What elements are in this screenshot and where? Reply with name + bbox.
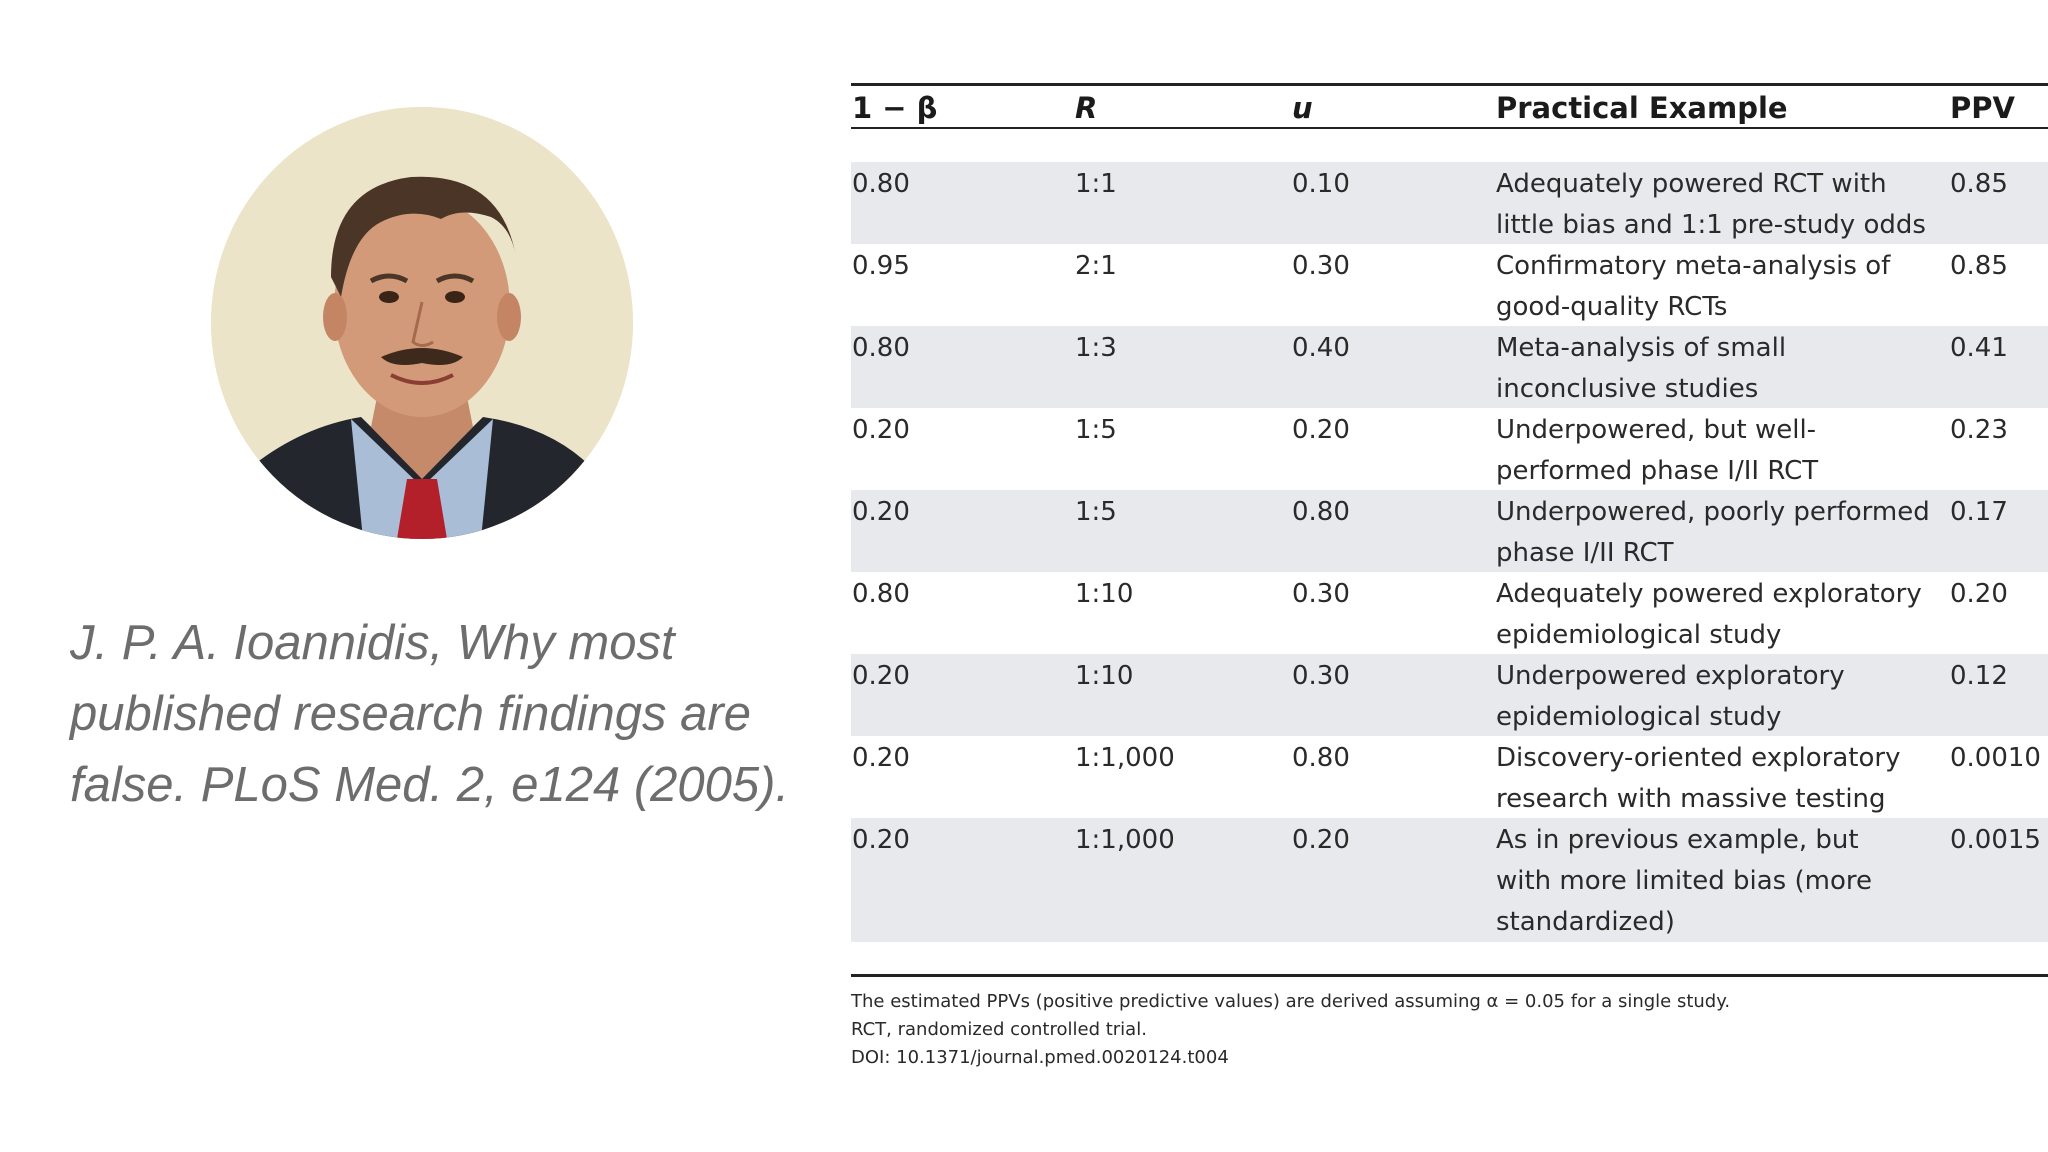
table-row: [851, 572, 2048, 654]
footnote-doi: DOI: 10.1371/journal.pmed.0020124.t004: [851, 1047, 1229, 1068]
cell-r: 1:1: [1075, 169, 1117, 199]
cell-example: Adequately powered RCT with little bias and 1:1 pre-study odds: [1496, 169, 1926, 240]
cell-example: Adequately powered exploratory epidemiological study: [1496, 579, 1922, 650]
cell-u: 0.30: [1292, 251, 1350, 281]
cell-ppv: 0.17: [1950, 497, 2008, 527]
cell-power: 0.80: [852, 333, 910, 363]
cell-power: 0.80: [852, 579, 910, 609]
footnote-ppv: The estimated PPVs (positive predictive values) are derived assuming α = 0.05 for a single study.: [851, 991, 1731, 1012]
table-top-rule: [851, 83, 2048, 86]
cell-r: 1:10: [1075, 661, 1134, 691]
cell-u: 0.20: [1292, 825, 1350, 855]
author-photo-illustration: [211, 107, 633, 539]
cell-power: 0.20: [852, 825, 910, 855]
cell-r: 1:5: [1075, 497, 1117, 527]
cell-r: 1:5: [1075, 415, 1117, 445]
cell-example: As in previous example, but with more limited bias (more standardized): [1496, 825, 1872, 937]
table-row: [851, 490, 2048, 572]
table-row: [851, 326, 2048, 408]
cell-power: 0.80: [852, 169, 910, 199]
cell-r: 2:1: [1075, 251, 1117, 281]
cell-u: 0.80: [1292, 497, 1350, 527]
cell-ppv: 0.20: [1950, 579, 2008, 609]
author-portrait: [211, 107, 633, 539]
header-ppv: PPV: [1950, 91, 2015, 125]
header-practical-example: Practical Example: [1496, 91, 1788, 125]
cell-power: 0.20: [852, 415, 910, 445]
table-row: [851, 736, 2048, 818]
cell-example: Underpowered, but well-performed phase I/II RCT: [1496, 415, 1819, 486]
table-row: [851, 818, 2048, 942]
table-bottom-rule: [851, 974, 2048, 977]
cell-example: Underpowered, poorly performed phase I/II RCT: [1496, 497, 1930, 568]
cell-u: 0.80: [1292, 743, 1350, 773]
cell-ppv: 0.0010: [1950, 743, 2041, 773]
cell-example: Confirmatory meta-analysis of good-quality RCTs: [1496, 251, 1891, 322]
table-row: [851, 654, 2048, 736]
header-r: R: [1075, 91, 1098, 125]
cell-u: 0.40: [1292, 333, 1350, 363]
cell-r: 1:1,000: [1075, 825, 1175, 855]
cell-u: 0.20: [1292, 415, 1350, 445]
table-row: [851, 408, 2048, 490]
cell-r: 1:3: [1075, 333, 1117, 363]
cell-ppv: 0.23: [1950, 415, 2008, 445]
cell-u: 0.10: [1292, 169, 1350, 199]
header-power: 1 − β: [852, 91, 938, 125]
cell-power: 0.20: [852, 661, 910, 691]
table-row: [851, 244, 2048, 326]
cell-ppv: 0.12: [1950, 661, 2008, 691]
cell-ppv: 0.85: [1950, 169, 2008, 199]
cell-ppv: 0.41: [1950, 333, 2008, 363]
cell-u: 0.30: [1292, 661, 1350, 691]
cell-r: 1:1,000: [1075, 743, 1175, 773]
cell-r: 1:10: [1075, 579, 1134, 609]
footnote-rct: RCT, randomized controlled trial.: [851, 1019, 1147, 1040]
cell-example: Meta-analysis of small inconclusive studies: [1496, 333, 1787, 404]
cell-example: Discovery-oriented exploratory research with massive testing: [1496, 743, 1901, 814]
cell-power: 0.20: [852, 497, 910, 527]
cell-u: 0.30: [1292, 579, 1350, 609]
cell-power: 0.95: [852, 251, 910, 281]
table-header-rule: [851, 127, 2048, 129]
citation-text: J. P. A. Ioannidis, Why most published research findings are false. PLoS Med. 2, e124 (2005).: [70, 616, 790, 812]
cell-ppv: 0.85: [1950, 251, 2008, 281]
table-footnotes: [851, 988, 2048, 1072]
table-row: [851, 162, 2048, 244]
cell-example: Underpowered exploratory epidemiological study: [1496, 661, 1845, 732]
header-u: u: [1292, 91, 1313, 125]
cell-power: 0.20: [852, 743, 910, 773]
cell-ppv: 0.0015: [1950, 825, 2041, 855]
